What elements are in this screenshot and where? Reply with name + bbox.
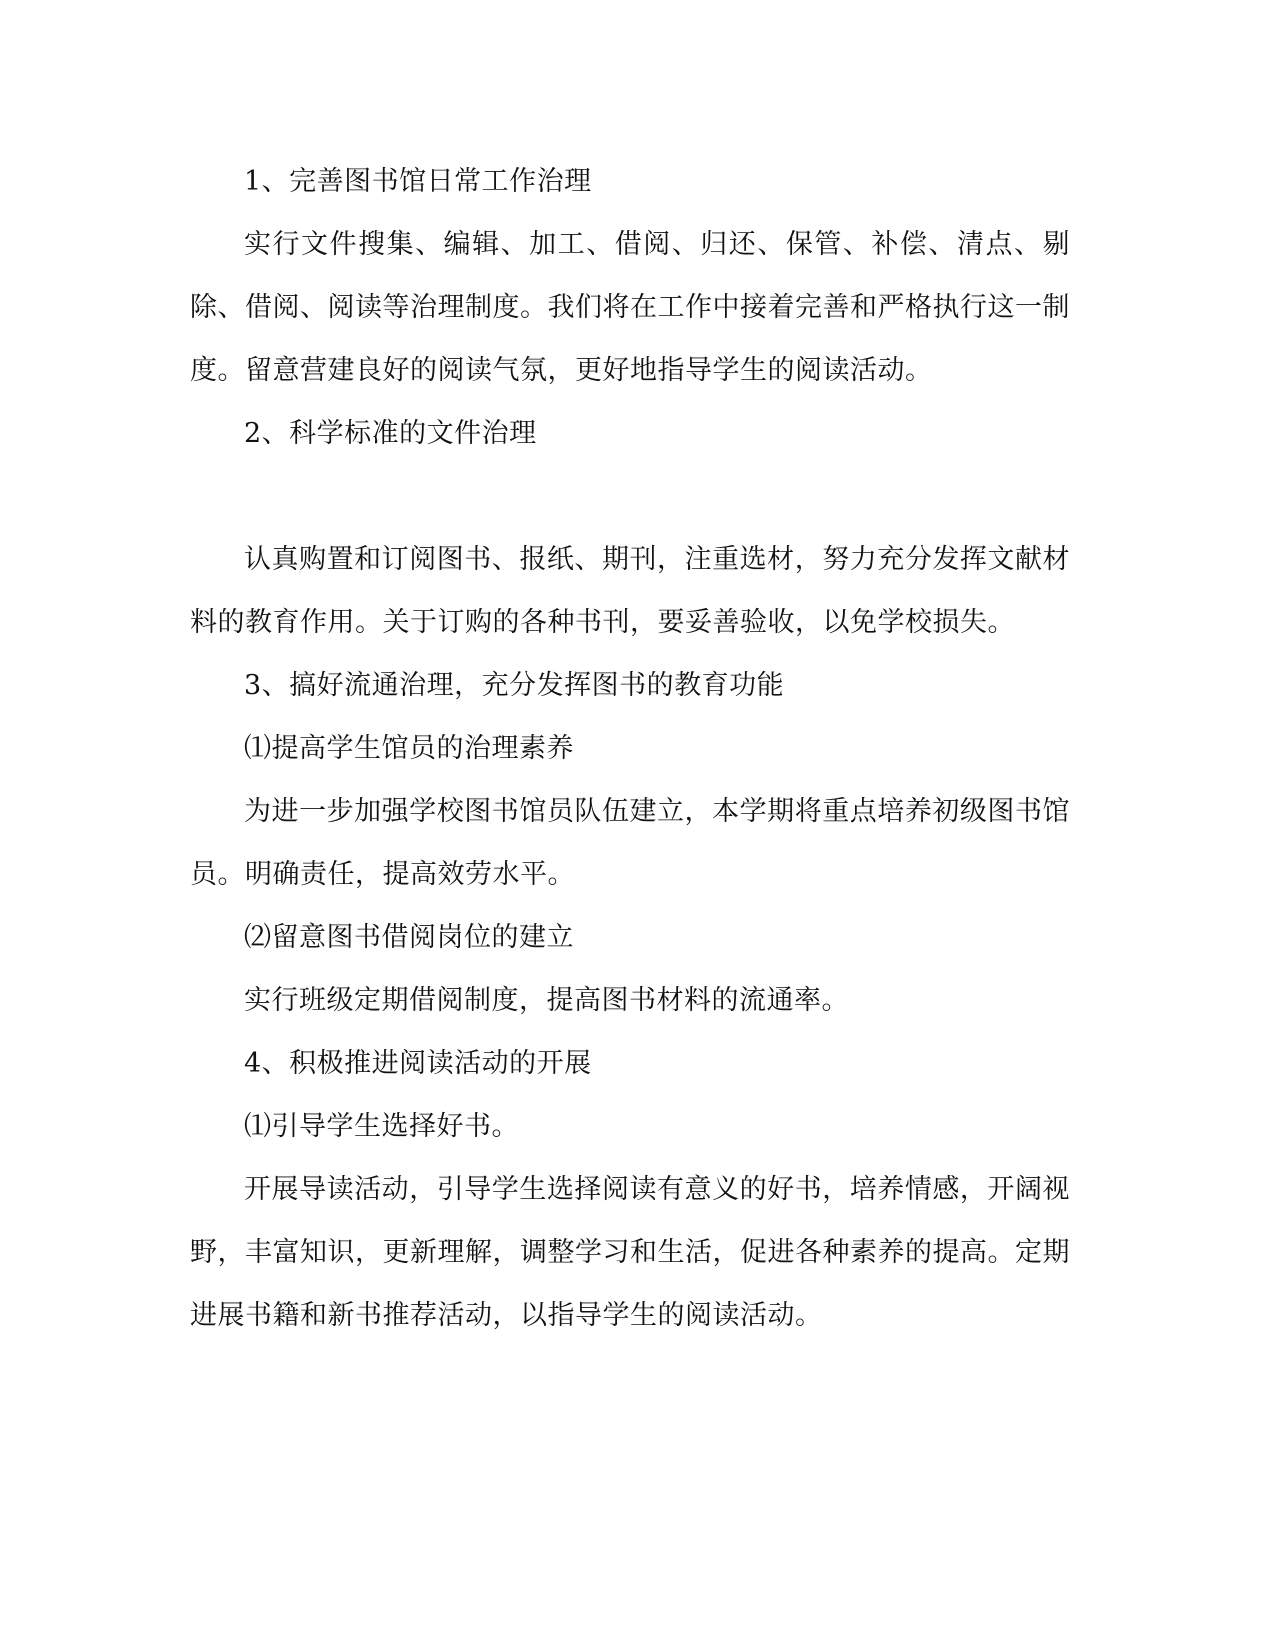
section-heading-1: 1、完善图书馆日常工作治理 (244, 166, 592, 197)
document-body (190, 150, 1070, 1347)
paragraph-2: 认真购置和订阅图书、报纸、期刊，注重选材，努力充分发挥文献材料的教育作用。关于订购的各种书刊，要妥善验收，以免学校损失。 (190, 544, 1070, 638)
paragraph-4-1: 开展导读活动，引导学生选择阅读有意义的好书，培养情感，开阔视野，丰富知识，更新理解，调整学习和生活，促进各种素养的提高。定期进展书籍和新书推荐活动，以指导学生的阅读活动。 (190, 1174, 1070, 1331)
subheading-4-1: ⑴引导学生选择好书。 (244, 1111, 519, 1142)
paragraph-3-1: 为进一步加强学校图书馆员队伍建立，本学期将重点培养初级图书馆员。明确责任，提高效劳水平。 (190, 796, 1070, 890)
paragraph-1: 实行文件搜集、编辑、加工、借阅、归还、保管、补偿、清点、剔除、借阅、阅读等治理制度。我们将在工作中接着完善和严格执行这一制度。留意营建良好的阅读气氛，更好地指导学生的阅读活动。 (190, 229, 1070, 386)
paragraph-3-2: 实行班级定期借阅制度，提高图书材料的流通率。 (244, 985, 849, 1016)
section-heading-4: 4、积极推进阅读活动的开展 (244, 1048, 592, 1079)
subheading-3-2: ⑵留意图书借阅岗位的建立 (244, 922, 574, 953)
blank-line (190, 465, 1070, 528)
section-heading-3: 3、搞好流通治理，充分发挥图书的教育功能 (244, 670, 785, 701)
section-heading-2: 2、科学标准的文件治理 (244, 418, 537, 449)
subheading-3-1: ⑴提高学生馆员的治理素养 (244, 733, 574, 764)
